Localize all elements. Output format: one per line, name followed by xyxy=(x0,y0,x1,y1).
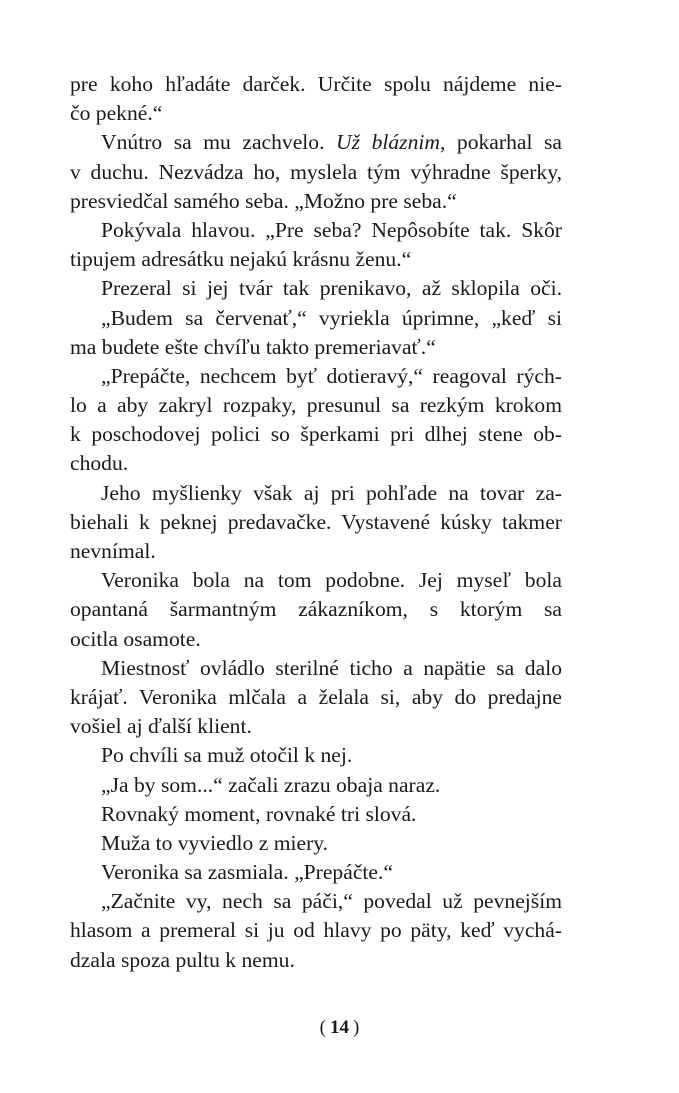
text-line: k poschodovej polici so šperkami pri dlhej stene ob- xyxy=(70,422,562,447)
text-line: Muža to vyviedlo z miery. xyxy=(101,830,329,855)
text-line: Pokývala hlavou. „Pre seba? Nepôsobíte tak. Skôr xyxy=(101,217,562,242)
text-line: vošiel aj ďalší klient. xyxy=(70,714,252,739)
text-line: presviedčal samého seba. „Možno pre seba.“ xyxy=(70,188,457,213)
text-line: ocitla osamote. xyxy=(70,626,201,651)
page-number-open-paren: ( xyxy=(319,1017,326,1038)
text-line: „Prepáčte, nechcem byť dotieravý,“ reagoval rých- xyxy=(101,363,562,388)
text-line: dzala spoza pultu k nemu. xyxy=(70,947,295,972)
text-line: tipujem adresátku nejakú krásnu ženu.“ xyxy=(70,247,412,272)
text-line: pre koho hľadáte darček. Určite spolu nájdeme nie- xyxy=(70,72,562,96)
text-line: Veronika bola na tom podobne. Jej myseľ bola xyxy=(101,568,562,593)
text-line: ma budete ešte chvíľu takto premeriavať.“ xyxy=(70,334,436,359)
text-line-with-italic: Vnútro sa mu zachvelo. Už bláznim, pokarhal sa xyxy=(101,130,562,155)
text-line: „Budem sa červenať,“ vyriekla úprimne, „keď si xyxy=(101,305,562,330)
text-line: chodu. xyxy=(70,451,129,476)
text-line: hlasom a premeral si ju od hlavy po päty, keď vychá- xyxy=(70,918,562,943)
text-line: nevnímal. xyxy=(70,539,156,563)
text-line: v duchu. Nezvádza ho, myslela tým výhradne šperky, xyxy=(70,159,562,184)
text-line: Rovnaký moment, rovnaké tri slová. xyxy=(101,801,417,826)
text-line: Miestnosť ovládlo sterilné ticho a napätie sa dalo xyxy=(101,655,562,680)
text-line: Prezeral si jej tvár tak prenikavo, až sklopila oči. xyxy=(101,276,562,301)
text-line: krájať. Veronika mlčala a želala si, aby do predajne xyxy=(70,684,562,709)
text-line: biehali k peknej predavačke. Vystavené kúsky takmer xyxy=(70,509,562,534)
text-line: lo a aby zakryl rozpaky, presunul sa rezkým krokom xyxy=(70,393,562,418)
text-line: „Ja by som...“ začali zrazu obaja naraz. xyxy=(101,772,441,797)
text-line: Veronika sa zasmiala. „Prepáčte.“ xyxy=(101,860,393,885)
text-line: Jeho myšlienky však aj pri pohľade na tovar za- xyxy=(101,480,562,505)
text-line: čo pekné.“ xyxy=(70,101,163,126)
page-number xyxy=(0,1015,679,1041)
text-line: opantaná šarmantným zákazníkom, s ktorým sa xyxy=(70,597,562,622)
page-number-value: 14 xyxy=(330,1017,349,1038)
text-line: Po chvíli sa muž otočil k nej. xyxy=(101,743,353,768)
page-number-close-paren: ) xyxy=(353,1017,360,1038)
body-text xyxy=(70,70,562,975)
text-line: „Začnite vy, nech sa páči,“ povedal už pevnejším xyxy=(101,889,562,914)
